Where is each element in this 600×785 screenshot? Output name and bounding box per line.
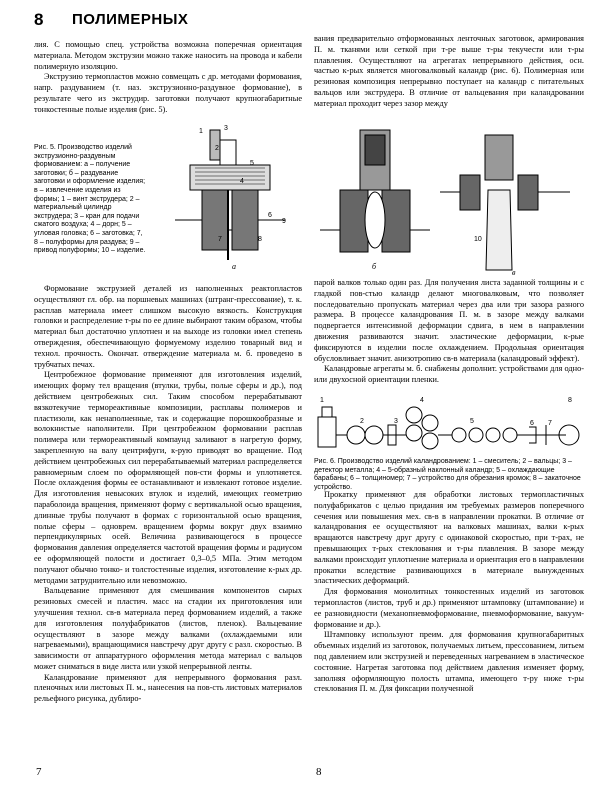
mold-half-left [202,190,228,250]
paragraph: Для формования монолитных тонкостенных изделий из заготовок термопластов (листов, труб и др.) применяют штамповку (штампование) и ее разновидности (механопневмоформование, пневмоформование, вакуум-формование и др.). [314,587,584,629]
caption-text: Рис. 5. Производство изделий экструзионно-раздувным формованием: а – получение заготовки; б – раздувание заготовки и оформление изделия; в – извлечение изделия из формы; 1 – винт экструдера; 2 – материальный цилиндр экструдера; 3 – кран для подачи сжатого воздуха; 4 – дорн; 5 – угловая головка; 6 – заготовка; 7, 8 – полуформы для раздува; 9 – привод полуформы; 10 – изделие. [34,144,146,255]
fig5-part-label: 9 [282,218,286,225]
paragraph: парой валков только один раз. Для получения листа заданной толщины и с гладкой пов-стью каландр делают многовалковым, что позволяет последовательно пропускать материал через два или три зазора разного размера. В процессе каландрования П. м. в зазоре между валками подвергается интенсивной деформации сдвига, в нем в направлении движения развиваются значит. эластические деформации, к-рые фиксируются в изделии после охлаждением. Продольная ориентация обусловливает значит. анизотропию св-в материала (каландровый эффект). [314,278,584,363]
fig6-part-label: 2 [360,418,364,425]
fig5-caption [34,144,146,256]
text-top-right [314,34,584,110]
text-bottom-right-top [314,278,584,386]
text-bottom-left [34,284,302,705]
mold-half-right-b [382,190,410,252]
paragraph: лия. С помощью спец. устройства возможна поперечная ориентация материала. Методом экструзии можно также наносить на провода и кабели полимерную изоляцию. [34,40,302,71]
product-bottle [486,190,512,270]
fig5-part-label: 7 [218,236,222,243]
footer-right-page: 8 [316,766,322,778]
fig5-label-b: б [372,262,377,271]
fig5-diagram [150,120,590,280]
fig6-part-label: 6 [530,420,534,427]
fig6-part-label: 4 [420,397,424,404]
fig5-part-label: 2 [215,145,219,152]
fig6-caption [314,458,584,492]
page-title: ПОЛИМЕРНЫХ [72,11,189,28]
caption-text: Рис. 6. Производство изделий каландрованием: 1 – смеситель; 2 – вальцы; 3 – детектор металла; 4 – 5-образный наклонный каландр; 5 – охлаждающие барабаны; 6 – толщиномер; 7 – устройство для обрезания кромок; 8 – закаточное устройство. [314,458,581,491]
angle-head-c [485,135,513,180]
fig6-part-label: 8 [568,397,572,404]
extruder [190,165,270,190]
paragraph: Каландровые агрегаты м. б. снабжены дополнит. устройствами для одно- или двухосной ориентации пленки. [314,364,584,385]
fig6-part-label: 3 [394,418,398,425]
fig5-part-label: 3 [224,125,228,132]
fig6-part-label: 5 [470,418,474,425]
fig5-part-label: 8 [258,236,262,243]
text-top-left [34,40,302,116]
footer-left-page: 7 [36,766,42,778]
rolls [347,426,365,444]
paragraph: вания предварительно отформованных ленточных заготовок, армирования П. м. тканями или сеткой при т-ре выше т-ры текучести или т-ры плавления. Осуществляют на агрегатах непрерывного действия, осн. частью к-рых является многовалковый каландр (рис. 6). Полимерная или резиновая композиция непрерывно поступает на каландр с питательных вальцов или экструдера. В отличие от вальцевания при каландровании материал проходит через зазор между [314,34,584,108]
text-bottom-right [314,490,584,695]
calender [406,407,422,423]
paragraph: Вальцевание применяют для смешивания компонентов сырых резиновых смесей и пластич. масс на стадии их приготовления или улучшения технол. св-в материала перед формованием изделий, а также для изготовления полуфабрикатов (листов, пленок). Вальцевание осуществляют в зазоре между валками (охлаждаемыми или нагреваемыми), вращающимися навстречу друг другу с разл. скоростью. В зависимости от аппаратурного оформления метода материал с вальцов может сниматься в виде листа или узкой непрерывной ленты. [34,586,302,671]
fig6-part-label: 7 [548,420,552,427]
cooling-drum [452,428,466,442]
paragraph: Формование экструзией деталей из наполненных реактопластов осуществляют гл. обр. на поршневых машинах (штранг-прессование), т. к. расплав материала имеет слишком высокую вязкость. Конструкция головки и распределение т-ры по ее длине выбирают таким образом, чтобы материал был достаточно уплотнен и на выходе из головки имел степень отверждения, обеспечивающую формуемому изделию товарный вид и технол. прочность. Окончат. отверждение материала м. б. проведено в трубчатых печах. [34,284,302,369]
fig6-part-label: 1 [320,397,324,404]
mold-half-right [232,190,258,250]
fig5-label-c: в [512,268,516,277]
fig5-part-label: 10 [474,236,482,243]
paragraph: Каландрование применяют для непрерывного формования разл. пленочных или листовых П. м., нанесения на пов-сть листовых материалов рельефного рисунка, дублиро- [34,672,302,704]
paragraph: Прокатку применяют для обработки листовых термопластичных полуфабрикатов с целью придания им требуемых размеров поперечного сечения или повышения мех. св-в в направлении прокатки. В отличие от каландрования ее осуществляют на валковых машинах, валки к-рых вращаются навстречу друг другу с одинаковой скоростью, при т-рах, не превышающих т-рых стеклования и т-ры плавления. В зазоре между валками происходит уплотнение материала и ориентация его в направлении прокатки вследствие развивающихся в материале вынужденных эластических деформаций. [314,490,584,586]
paragraph: Центробежное формование применяют для изготовления изделий, имеющих форму тел вращения (втулки, трубы, полые сферы и др.), под действием центробежных сил. Таким способом перерабатывают вязкотекучие термореактивные композиции, расплавы полимеров и пластизоли, как ненаполненные, так и содержащие порошкообразные и волокнистые наполнители. При центробежном формовании расплав полимера или термореактивный компаунд заливают в нагретую форму, закрепленную на валу центрифуги, к-рую приводят во вращение. Под действием центробежных сил перерабатываемый материал распределяется равномерным слоем по оформляющей пов-сти формы и уплотняется. После охлаждения формы ее останавливают и извлекают готовое изделие. Для изготовления невысоких втулок и изделий, имеющих геометрию параболоида вращения, применяют форму с вертикальной осью вращения, длинные трубы получают в формах с горизонтальной осью вращения, полые сферы – одноврем. вращением формы вокруг двух взаимно перпендикулярных осей. Величина развивающегося в процессе формования давления определяется частотой вращения формы и радиусом ее оформляющей полости и достигает 0,3–0,5 МПа. Этим методом получают обычно тонко- и толстостенные изделия, изготовление к-рых др. методами затруднительно или невозможно. [34,370,302,585]
fig5-part-label: 5 [250,160,254,167]
mixer [318,417,336,447]
fig6-diagram [314,395,584,455]
mold-half-left-b [340,190,368,252]
paragraph: Штамповку используют преим. для формования крупногабаритных объемных изделий из заготовок, получаемых литьем, прессованием, литьем под давлением или экструзией и переведенных нагреванием в эластическое состояние. Нагретая заготовка под действием давления изменяет форму, заполняя оформляющую полость штампа, имеющего т-ру ниже т-ры стеклования П. м. Для фиксации полученной [314,630,584,694]
page-number-header: 8 [34,10,44,29]
paragraph: Экструзию термопластов можно совмещать с др. методами формования, напр. раздуванием (т. наз. экструзионно-раздувное формование), в результате чего из экструдир. заготовки получают крупногабаритные тонкостенные полые изделия (рис. 5). [34,72,302,114]
fig5-label-a: а [232,262,236,271]
fig5-part-label: 4 [240,178,244,185]
fig5-part-label: 1 [199,128,203,135]
fig5-part-label: 6 [268,212,272,219]
